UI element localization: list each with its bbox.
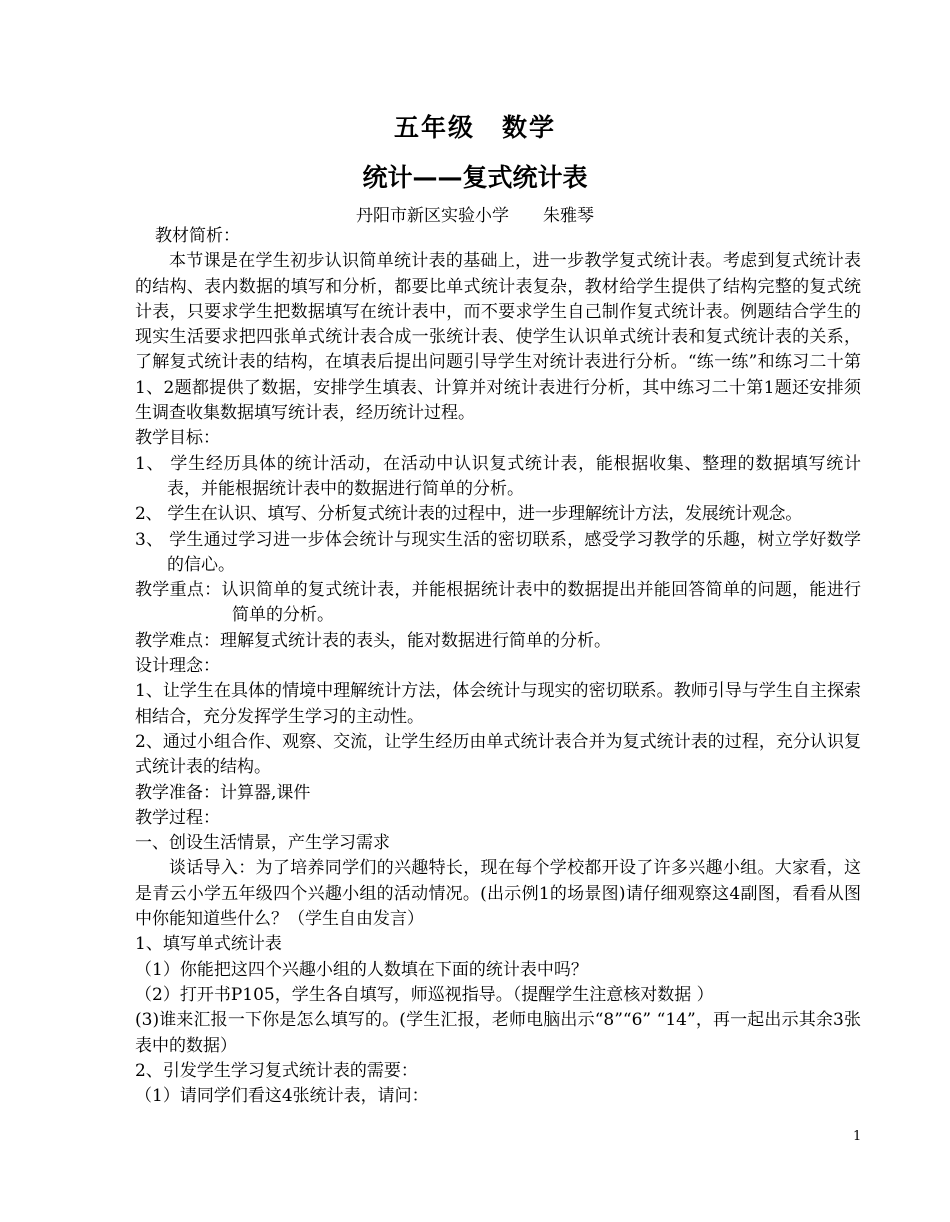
step1-item-2: （2）打开书P105，学生各自填写，师巡视指导。（提醒学生注意核对数据 ）: [135, 984, 714, 1005]
difficulty: 教学难点：理解复式统计表的表头，能对数据进行简单的分析。: [135, 630, 611, 651]
step1-item-3: (3)谁来汇报一下你是怎么填写的。(学生汇报，老师电脑出示“8”“6” “14”，再一起出示其余3张表中的数据）: [135, 1010, 861, 1056]
preparation: 教学准备：计算器,课件: [135, 782, 311, 803]
analysis-heading: 教材简析：: [155, 226, 240, 246]
step1-heading: 1、填写单式统计表: [135, 934, 282, 955]
goal-item-3: 3、 学生通过学习进一步体会统计与现实生活的密切联系，感受学习教学的乐趣，树立学好数学的信心。: [135, 529, 861, 575]
step2-item-1: （1）请同学们看这4张统计表，请问：: [135, 1086, 429, 1107]
step1-item-1: （1）你能把这四个兴趣小组的人数填在下面的统计表中吗？: [135, 959, 588, 980]
document-title: 五年级 数学: [393, 113, 556, 142]
goal-item-2: 2、 学生在认识、填写、分析复式统计表的过程中，进一步理解统计方法，发展统计观念。: [135, 504, 802, 525]
author-line: 丹阳市新区实验小学 朱雅琴: [356, 206, 594, 226]
step2-heading: 2、引发学生学习复式统计表的需要：: [135, 1060, 418, 1081]
design-item-2: 2、通过小组合作、观察、交流，让学生经历由单式统计表合并为复式统计表的过程，充分认识复式统计表的结构。: [135, 731, 861, 778]
page-number: 1: [853, 1129, 862, 1144]
document-body: [135, 224, 861, 1109]
design-heading: 设计理念：: [135, 656, 220, 677]
intro-paragraph: 谈话导入：为了培养同学们的兴趣特长，现在每个学校都开设了许多兴趣小组。大家看，这是青云小学五年级四个兴趣小组的活动情况。(出示例1的场景图)请仔细观察这4副图，看看从图中你能知道些什么？（学生自由发言）: [135, 858, 861, 930]
goal-item-1: 1、 学生经历具体的统计活动，在活动中认识复式统计表，能根据收集、整理的数据填写统计表，并能根据统计表中的数据进行简单的分析。: [135, 453, 861, 499]
key-point: 教学重点：认识简单的复式统计表，并能根据统计表中的数据提出并能回答简单的问题，能进行简单的分析。: [135, 580, 861, 626]
goals-heading: 教学目标：: [135, 428, 220, 449]
analysis-paragraph: 本节课是在学生初步认识简单统计表的基础上，进一步教学复式统计表。考虑到复式统计表的结构、表内数据的填写和分析，都要比单式统计表复杂，教材给学生提供了结构完整的复式统计表，只要求学生把数据填写在统计表中，而不要求学生自己制作复式统计表。例题结合学生的现实生活要求把四张单式统计表合成一张统计表、使学生认识单式统计表和复式统计表的关系，了解复式统计表的结构，在填表后提出问题引导学生对统计表进行分析。“练一练”和练习二十第1、2题都提供了数据，安排学生填表、计算并对统计表进行分析，其中练习二十第1题还安排须生调查收集数据填写统计表，经历统计过程。: [135, 251, 861, 424]
process-heading: 教学过程：: [135, 807, 220, 828]
section1-heading: 一、创设生活情景，产生学习需求: [135, 833, 390, 854]
design-item-1: 1、让学生在具体的情境中理解统计方法，体会统计与现实的密切联系。教师引导与学生自主探索相结合，充分发挥学生学习的主动性。: [135, 681, 861, 727]
lesson-title: 统计——复式统计表: [362, 163, 588, 192]
